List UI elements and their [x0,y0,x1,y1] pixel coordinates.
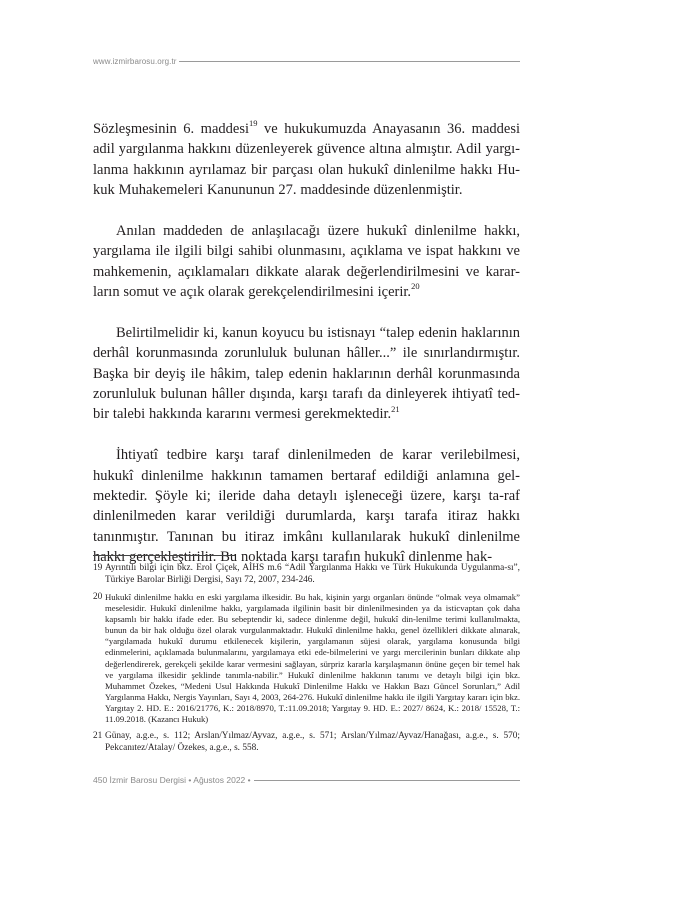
footnote-number: 19 [93,563,103,573]
footnote-text: Ayrıntılı bilgi için bkz. Erol Çiçek, AİHS m.6 “Adil Yargılanma Hakkı ve Türk Hukukunda Uygulanma-sı”, Türkiye Barolar Birliği Dergisi, Sayı 72, 2007, 234-246. [105,563,520,585]
footnote-text: Hukukî dinlenilme hakkı en eski yargılama ilkesidir. Bu hak, kişinin yargı organları önünde “olmak veya olmamak” meselesidir. Hukukî dinlenilme hakkı, yargılamada ilgilinin basit bir dinlenilmesinden ya da isticvaptan çok daha kapsamlı bir hakkı ifade eder. Bu sebeptendir ki, sadece dinlenme değil, hukukî din-lenilme terimi kullanılmakta, bunun da bir hak olduğu özel olarak vurgulanmaktadır. Hukukî dinlenilme hakkı, genel özellikleri dikkate alınarak, “yargılamada hukukî durumu etkilenecek kişilerin, yargılamanın süjesi olarak, yargılama konusunda bilgi edinmelerini, açıklamada bulunmalarını, yargılamaya etki ede-bilmelerini ve yargı mercilerinin bunları dikkate alıp değerlendirerek, gerekçeli şekilde karar vermesini sağlayan, sürpriz kararla karşılaşmanın önüne geçen bir temel hak ve yargılama ilkesidir şeklinde tanımla-nabilir.” Hukukî dinlenilme hakkının tanımı ve detaylı bilgi için bkz. Muhammet Özekes, “Medeni Usul Hakkında Hukukî Dinlenilme Hakkı ve Hakkın Bazı Güncel Sorunları,” Adil Yargılanma Hakkı, Nergis Yayınları, Sayı 4, 2003, 264-276. Hukukî dinlenilme hakkı ile ilgili Yargıtay kararı için bkz. Yargıtay 2. HD. E.: 2016/21776, K.: 2018/8970, T.:11.09.2018; Yargıtay 9. HD. E.: 2027/ 8624, K.: 2018/ 15528, T.: 11.09.2018. (Kazancı Hukuk) [105,592,520,725]
footer-rule [254,780,520,781]
paragraph-4 [93,445,520,567]
footnote-number: 21 [93,731,103,742]
paragraph-3 [93,323,520,425]
paragraph-1 [93,119,520,201]
paragraph-2 [93,221,520,303]
footnotes [93,563,520,754]
running-footer [93,774,520,786]
paragraph-4-text: İhtiyatî tedbire karşı taraf dinlenilmeden de karar verilebilmesi, hukukî dinlenilme hakkının tamamen bertaraf edildiği anlamına gel-mektedir. Şöyle ki; ileride daha detaylı işleneceği üzere, karşı ta-raf dinlenilmeden karar verildiği durumlarda, karşı tarafa itiraz hakkı tanınmıştır. Tanınan bu itiraz imkânı kullanılarak hukukî dinlenilme hakkı gerçekleştirilir. Bu noktada karşı tarafın hukukî dinlenme hak- [93,447,520,566]
paragraph-1-text-end: ve hukukumuzda Anayasanın 36. maddesi adil yargılanma hakkını düzenleyerek güvence altına almıştır. Adil yargı-lanma hakkının ayrılamaz bir parçası olan hukukî dinlenilme hakkı Hu-kuk Muhakemeleri Kanununun 27. maddesinde düzenlenmiştir. [93,121,520,199]
paragraph-3-text: Belirtilmelidir ki, kanun koyucu bu istisnayı “talep edenin haklarının derhâl korunmasında zorunluluk bulunan hâller...” ile sınırlandırmıştır. Başka bir deyiş ile hâkim, talep edenin haklarının derhâl korunmasında zorunluluk bulunan hâller dışında, karşı tarafı da dinleyerek ihtiyatî ted-bir talebi hakkında kararını vermesi gerekmektedir. [93,324,520,423]
running-header [93,55,520,67]
footnote-ref-20: 20 [411,281,420,292]
footnote-text: Günay, a.g.e., s. 112; Arslan/Yılmaz/Ayvaz, a.g.e., s. 571; Arslan/Yılmaz/Ayvaz/Hanağası, a.g.e., s. 570; Pekcanıtez/Atalay/ Özekes, a.g.e., s. 558. [105,731,520,753]
footnote-21 [93,731,520,754]
footnote-separator [93,555,235,556]
paragraph-1-text-start: Sözleşmesinin 6. maddesi [93,121,249,137]
body-text [93,119,520,568]
footer-page-info: 450 İzmir Barosu Dergisi • Ağustos 2022 • [93,775,251,785]
footnote-ref-21: 21 [391,403,400,414]
header-url: www.izmirbarosu.org.tr [93,56,177,66]
footnote-19 [93,563,520,586]
footnote-20 [93,592,520,725]
paragraph-2-text: Anılan maddeden de anlaşılacağı üzere hukukî dinlenilme hakkı, yargılama ile ilgili bilgi sahibi olunmasını, açıklama ve ispat hakkını ve mahkemenin, açıklamaları dikkate alarak değerlendirilmesini ve karar-ların somut ve açık olarak gerekçelendirilmesini içerir. [93,222,520,301]
header-rule [179,61,520,62]
footnote-number: 20 [93,592,103,602]
footnote-ref-19: 19 [249,118,258,129]
